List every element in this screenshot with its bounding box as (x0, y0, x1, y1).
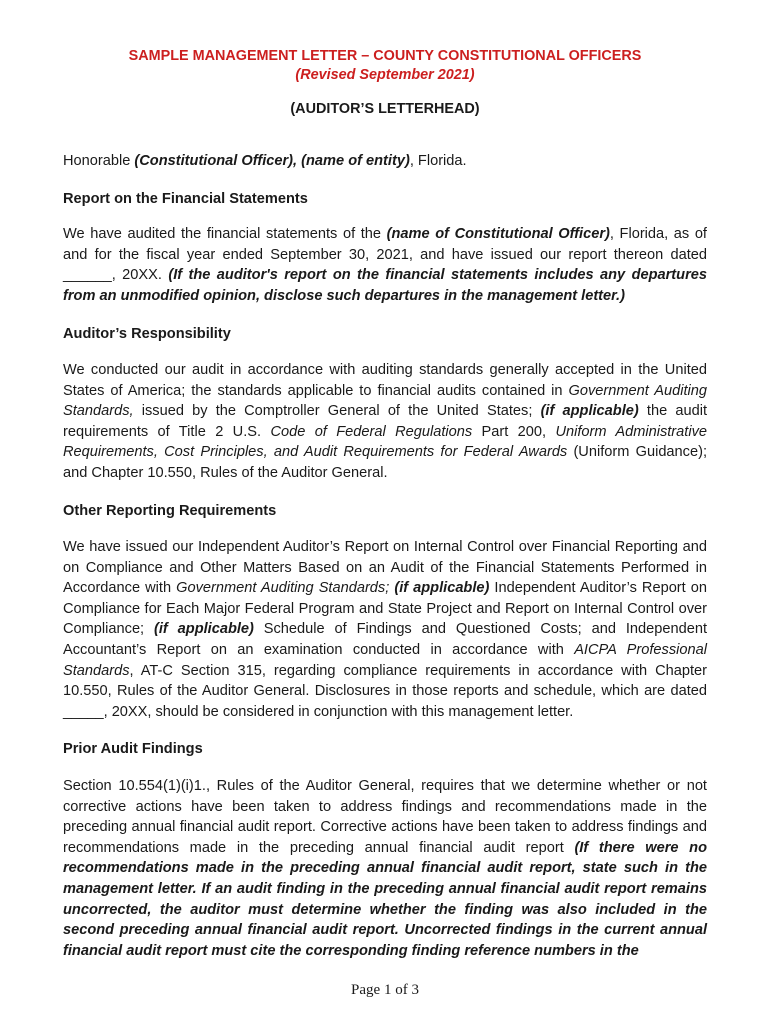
text-run: (If the auditor's report on the financial statements includes any departures from an unmodified opinion, disclose such departures in the management letter.) (63, 267, 707, 304)
heading-auditor-responsibility: Auditor’s Responsibility (63, 326, 231, 342)
text-run: (if applicable) (394, 580, 490, 597)
text-run: Section 10.554(1)(i)1., Rules of the Auditor General, requires that we determine whether or not corrective actions have been taken to address findings and recommendations made in the preceding annual financial audit report. Corrective actions have been taken to address findings and recommendations made in the preceding annual financial audit report (63, 778, 707, 856)
text-run: Government Auditing Standards, (63, 382, 707, 420)
text-run: the audit requirements of Title 2 U.S. (63, 403, 708, 440)
paragraph-other-reporting (63, 537, 707, 722)
text-run: , AT-C Section 315, regarding compliance requirements in accordance with Chapter 10.550, Rules of the Auditor General. Disclosures in those reports and schedule, which are dated _____, 20XX, should be considered in conjunction with this management letter. (63, 662, 707, 720)
text-run: Part 200, (472, 423, 556, 440)
paragraph-financial-statements (63, 224, 707, 306)
revision-note: (Revised September 2021) (295, 67, 475, 83)
text-run: Schedule of Findings and Questioned Costs; and Independent Accountant’s Report on an examination conducted in accordance with (63, 621, 707, 658)
text-run: We have audited the financial statements of the (63, 226, 387, 242)
text-run: Uniform Administrative Requirements, Cost Principles, and Audit Requirements for Federal Awards (63, 423, 707, 461)
text-run: We conducted our audit in accordance with auditing standards generally accepted in the United States of America; the standards applicable to financial audits contained in (63, 362, 707, 399)
salutation (63, 151, 707, 172)
text-run: Independent Auditor’s Report on Compliance for Each Major Federal Program and State Project and Report on Internal Control over Compliance; (63, 580, 707, 638)
salutation-prefix: Honorable (63, 153, 135, 169)
text-run: Government Auditing Standards; (176, 580, 390, 597)
text-run: issued by the Comptroller General of the United States; (133, 403, 541, 420)
heading-prior-audit-findings: Prior Audit Findings (63, 741, 203, 757)
document-title: SAMPLE MANAGEMENT LETTER – COUNTY CONSTITUTIONAL OFFICERS (128, 48, 642, 64)
salutation-officer: (Constitutional Officer), (name of entity) (134, 153, 410, 169)
page-number: Page 1 of 3 (351, 982, 419, 998)
text-run: (if applicable) (540, 403, 639, 420)
text-run: (if applicable) (154, 621, 254, 638)
text-run: (If there were no recommendations made in the preceding annual financial audit report, state such in the management letter. If an audit finding in the preceding annual financial audit report remains uncorrected, the auditor must determine whether the finding was also included in the second preceding annual financial audit report. Uncorrected findings in the current annual financial audit report must cite the corresponding finding reference numbers in the (63, 839, 708, 959)
text-run: (name of Constitutional Officer) (386, 226, 610, 242)
text-run: We have issued our Independent Auditor’s Report on Internal Control over Financial Reporting and on Compliance and Other Matters Based on an Audit of the Financial Statements Performed in Accordance with (63, 539, 707, 597)
text-run: (Uniform Guidance); and Chapter 10.550, Rules of the Auditor General. (63, 444, 707, 481)
text-run: AICPA Professional Standards (63, 641, 707, 679)
text-run: Code of Federal Regulations (270, 423, 473, 440)
heading-financial-statements: Report on the Financial Statements (63, 191, 308, 207)
paragraph-auditor-responsibility (63, 360, 707, 484)
text-run: , Florida, as of and for the fiscal year ended September 30, 2021, and have issued our report thereon dated ______, 20XX. (63, 226, 707, 284)
paragraph-prior-audit-findings (63, 776, 707, 961)
auditor-letterhead: (AUDITOR’S LETTERHEAD) (290, 101, 480, 117)
salutation-suffix: , Florida. (409, 153, 467, 169)
heading-other-reporting: Other Reporting Requirements (63, 503, 277, 519)
